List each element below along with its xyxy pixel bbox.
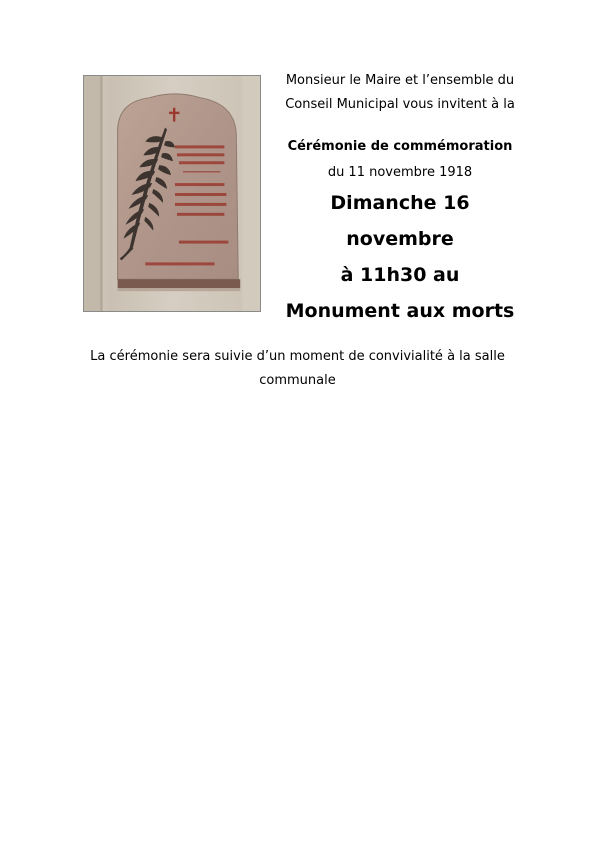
invitation-intro (266, 69, 534, 117)
event-date-location (266, 185, 534, 329)
date-line-1: Dimanche 16 (330, 192, 470, 214)
memorial-plaque-photo (83, 75, 261, 312)
date-line-3: à 11h30 au (340, 264, 460, 286)
intro-line-1: Monsieur le Maire et l’ensemble du (285, 73, 515, 88)
date-line-4: Monument aux morts (285, 300, 515, 322)
date-line-2: novembre (346, 228, 454, 250)
ceremony-line-2: du 11 novembre 1918 (327, 165, 473, 180)
footer-note (60, 345, 535, 393)
intro-line-2: Conseil Municipal vous invitent à la (285, 97, 515, 112)
footer-line-2: communale (259, 373, 336, 388)
memorial-plaque-image (84, 76, 260, 311)
footer-line-1: La cérémonie sera suivie d’un moment de convivialité à la salle (90, 349, 505, 364)
ceremony-title (266, 134, 534, 186)
ceremony-line-1: Cérémonie de commémoration (287, 139, 513, 154)
